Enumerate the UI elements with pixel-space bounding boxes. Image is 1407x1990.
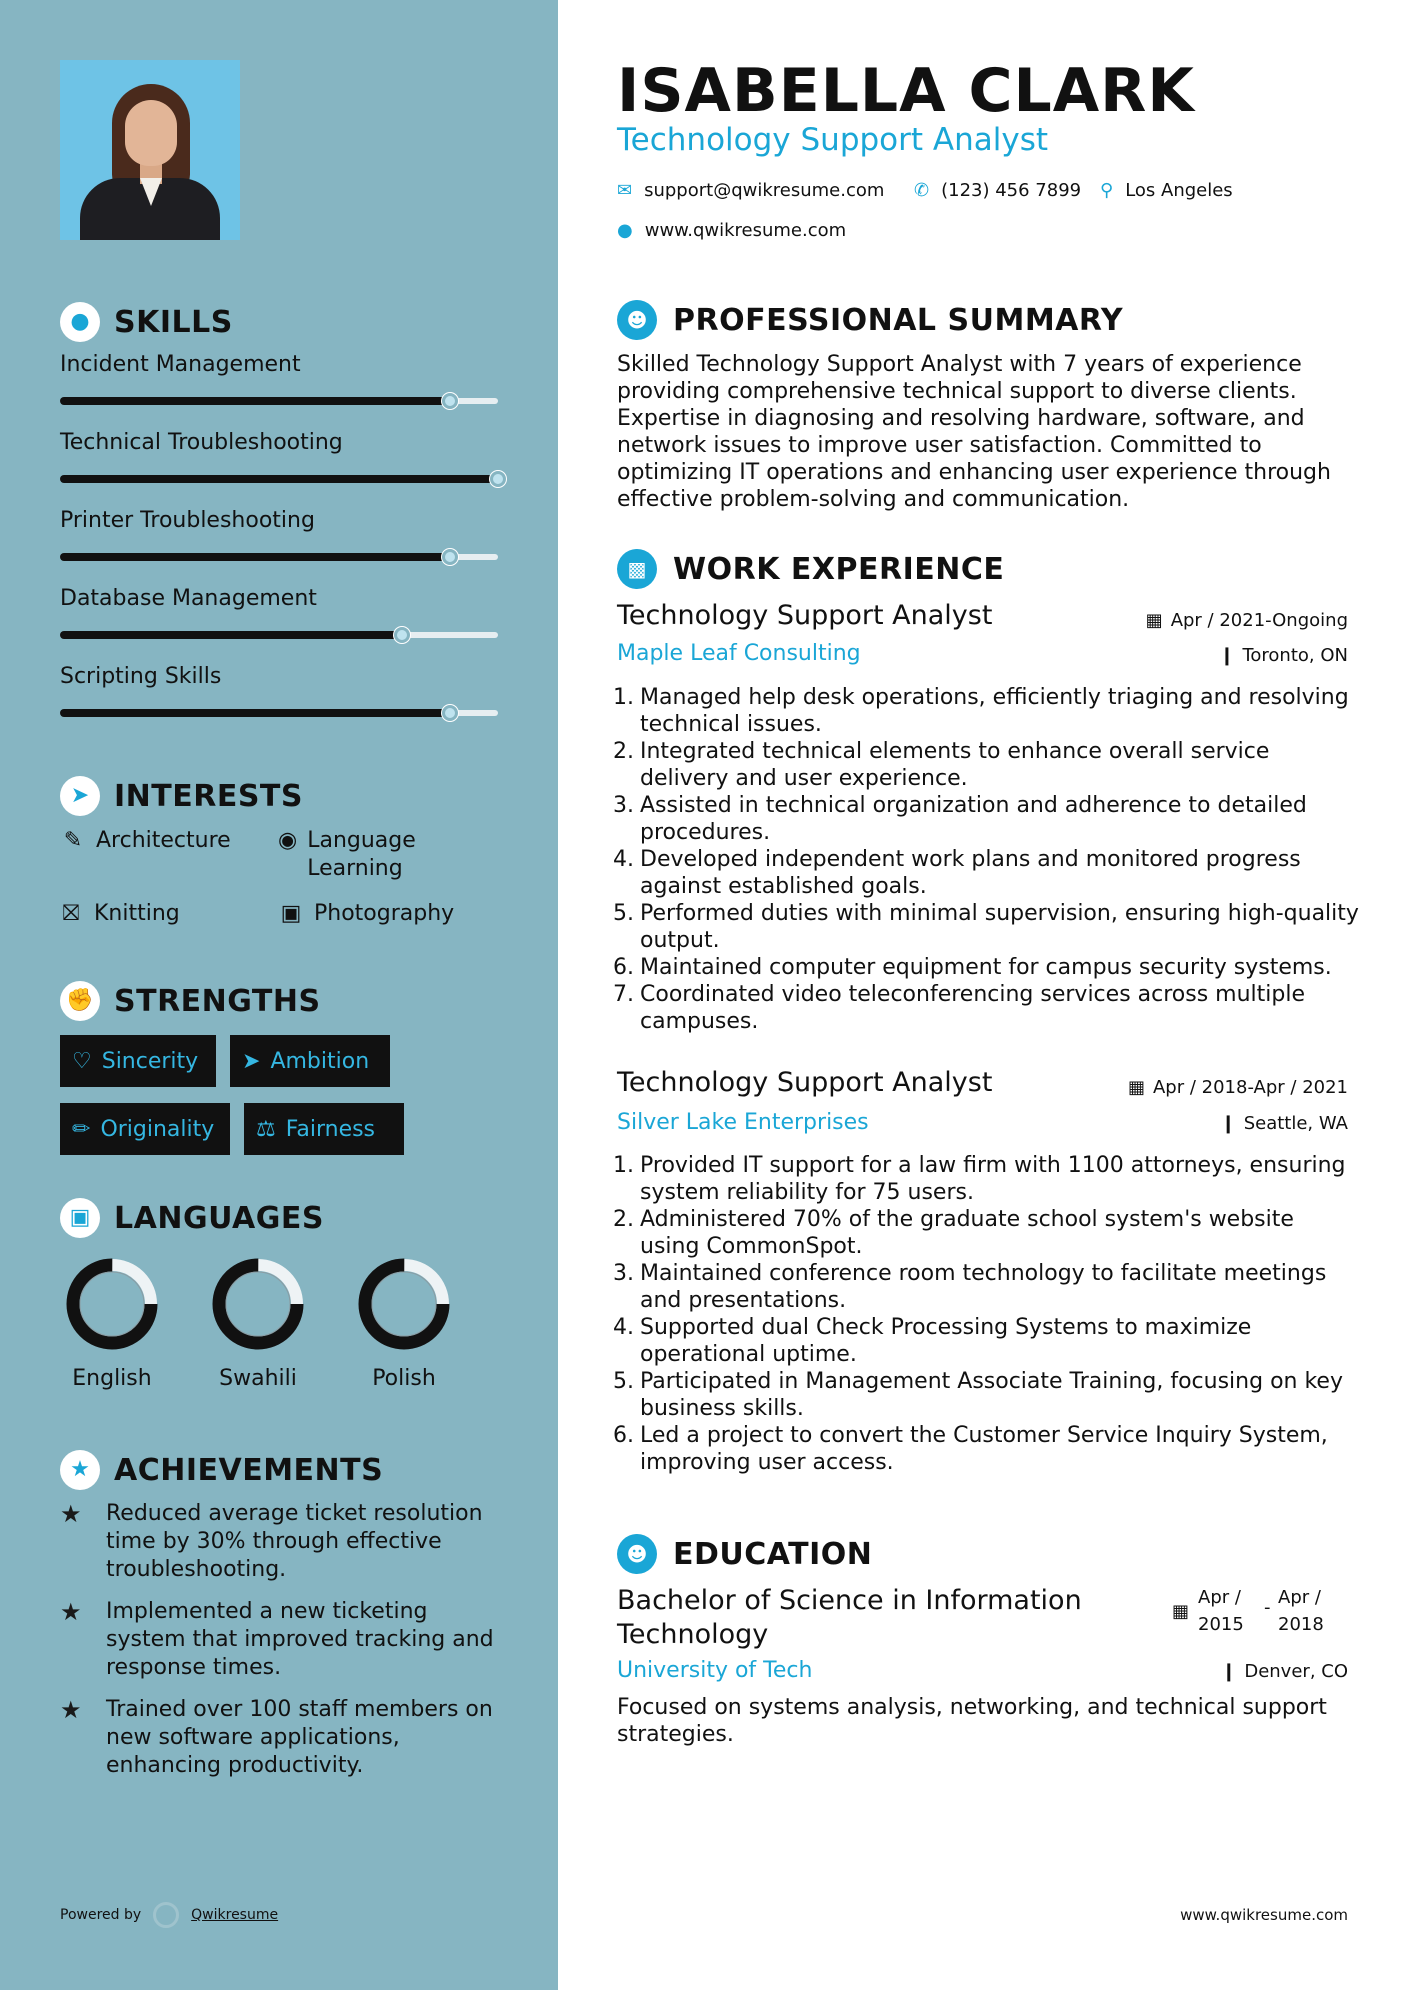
list-item [610, 1206, 1360, 1260]
language-level-ring [356, 1256, 452, 1352]
candidate-name: ISABELLA CLARK [617, 56, 1195, 126]
summary-text: Skilled Technology Support Analyst with 7 years of experience providing comprehensive technical support to diverse clients. Expertise in diagnosing and resolving hardware, software, and network issues to improve user satisfaction. Committed to optimizing IT operations and enhancing user experience through effective problem-solving and communication. [617, 352, 1331, 512]
list-text: Participated in Management Associate Training, focusing on key business skills. [640, 1369, 1343, 1421]
candidate-title: Technology Support Analyst [617, 122, 1049, 158]
list-item [610, 738, 1360, 792]
list-item [610, 792, 1360, 846]
qwikresume-link[interactable]: Qwikresume [191, 1907, 279, 1923]
edu-start-date: Apr / 2015 [1198, 1587, 1244, 1635]
calendar-icon: ▦ [1145, 610, 1163, 631]
job-bullets [610, 1152, 1360, 1476]
job-bullets [610, 684, 1360, 1035]
pushpin-icon: ❙ [1221, 1661, 1237, 1682]
language-item [52, 1256, 172, 1391]
list-item [610, 684, 1360, 738]
strength-badge: ♡ Sincerity [60, 1035, 216, 1087]
pencil-icon: ✏ [72, 1116, 91, 1142]
skill-bar [60, 476, 498, 482]
interest-item: ✎ Architecture [60, 827, 231, 855]
list-number: 6. [613, 955, 634, 980]
achievement-item: ★ Reduced average ticket resolution time by 30% through effective troubleshooting. [60, 1500, 483, 1582]
user-icon: ☻ [617, 300, 657, 340]
list-item [610, 1260, 1360, 1314]
list-number: 1. [613, 1153, 634, 1178]
shooting-star-icon: ★ [60, 1696, 82, 1724]
edu-description: Focused on systems analysis, networking, and technical support strategies. [617, 1695, 1327, 1747]
strengths-heading: ✊ STRENGTHS [60, 981, 321, 1021]
interest-item: ▣ Photography [278, 900, 454, 928]
shooting-star-icon: ★ [60, 1500, 82, 1528]
skill-bar-fill [60, 553, 450, 561]
languages-heading: ▣ LANGUAGES [60, 1198, 324, 1238]
powered-by: Powered by Qwikresume [60, 1902, 278, 1928]
achievements-heading: ★ ACHIEVEMENTS [60, 1450, 383, 1490]
skill-item [60, 352, 500, 377]
list-item [610, 846, 1360, 900]
list-text: Developed independent work plans and monitored progress against established goals. [640, 847, 1301, 899]
skill-item [60, 430, 500, 455]
lightbulb-icon: ● [60, 302, 100, 342]
pushpin-icon: ❙ [1219, 645, 1235, 666]
rocket-icon: ➤ [242, 1048, 261, 1074]
company-name: Maple Leaf Consulting [617, 641, 861, 666]
globe-icon: ◉ [278, 828, 298, 853]
list-text: Maintained conference room technology to facilitate meetings and presentations. [640, 1261, 1327, 1313]
skill-bar-handle [442, 393, 458, 409]
strength-badge: ⚖ Fairness [244, 1103, 404, 1155]
list-number: 5. [613, 901, 634, 926]
list-item [610, 954, 1360, 981]
achievement-item: ★ Implemented a new ticketing system that improved tracking and response times. [60, 1598, 494, 1680]
skill-bar [60, 398, 498, 404]
education-heading: ☻ EDUCATION [617, 1534, 872, 1574]
edu-end-date: Apr / 2018 [1278, 1587, 1324, 1635]
skill-label: Database Management [60, 586, 317, 611]
list-item [610, 900, 1360, 954]
map-pin-icon: ⚲ [1100, 180, 1114, 201]
phone-icon: ✆ [914, 180, 930, 201]
interest-item: ◉ Language Learning [278, 828, 416, 881]
job-location: ❙ Seattle, WA [1220, 1113, 1348, 1134]
job-location: ❙ Toronto, ON [1219, 645, 1348, 666]
envelope-icon: ✉ [617, 180, 633, 201]
list-number: 2. [613, 739, 634, 764]
list-text: Administered 70% of the graduate school system's website using CommonSpot. [640, 1207, 1294, 1259]
skill-bar-handle [394, 627, 410, 643]
star-badge-icon: ★ [60, 1450, 100, 1490]
skill-item [60, 508, 500, 533]
paper-plane-icon: ➤ [60, 776, 100, 816]
skill-bar-fill [60, 475, 498, 483]
list-number: 2. [613, 1207, 634, 1232]
skill-bar-fill [60, 709, 450, 717]
list-item [610, 1422, 1360, 1476]
skill-bar-handle [442, 705, 458, 721]
skill-bar-handle [442, 549, 458, 565]
language-ring-inner [372, 1272, 436, 1336]
skill-bar-handle [490, 471, 506, 487]
language-item [198, 1256, 318, 1391]
degree: Bachelor of Science in Information Technology [617, 1585, 1082, 1650]
skill-bar [60, 632, 498, 638]
footer-url[interactable]: www.qwikresume.com [1180, 1906, 1348, 1924]
list-number: 3. [613, 1261, 634, 1286]
skill-bar-fill [60, 397, 450, 405]
list-text: Provided IT support for a law firm with 1100 attorneys, ensuring system reliability for 75 users. [640, 1153, 1346, 1205]
list-number: 7. [613, 982, 634, 1007]
date-separator: - [1264, 1597, 1271, 1618]
language-item [344, 1256, 464, 1391]
shooting-star-icon: ★ [60, 1598, 82, 1626]
interests-heading: ➤ INTERESTS [60, 776, 303, 816]
job-dates: ▦ Apr / 2021-Ongoing [1145, 610, 1348, 631]
office-chair-icon: ▩ [617, 549, 657, 589]
list-number: 5. [613, 1369, 634, 1394]
summary-heading: ☻ PROFESSIONAL SUMMARY [617, 300, 1123, 340]
experience-heading: ▩ WORK EXPERIENCE [617, 549, 1004, 589]
language-label: Polish [372, 1366, 436, 1391]
company-name: Silver Lake Enterprises [617, 1110, 869, 1135]
list-item [610, 1368, 1360, 1422]
language-card-icon: ▣ [60, 1198, 100, 1238]
skill-label: Printer Troubleshooting [60, 508, 315, 533]
pushpin-icon: ❙ [1220, 1113, 1236, 1134]
list-number: 3. [613, 793, 634, 818]
globe-icon: ● [617, 220, 633, 241]
qwikresume-logo-icon [153, 1902, 179, 1928]
skill-bar [60, 554, 498, 560]
skill-bar [60, 710, 498, 716]
list-text: Supported dual Check Processing Systems to maximize operational uptime. [640, 1315, 1252, 1367]
list-number: 6. [613, 1423, 634, 1448]
language-label: Swahili [219, 1366, 297, 1391]
language-ring-inner [80, 1272, 144, 1336]
list-text: Performed duties with minimal supervision, ensuring high-quality output. [640, 901, 1359, 953]
contact-phone: ✆ (123) 456 7899 [914, 180, 1082, 201]
skill-bar-fill [60, 631, 402, 639]
job-dates: ▦ Apr / 2018-Apr / 2021 [1127, 1077, 1348, 1098]
language-level-ring [64, 1256, 160, 1352]
graduate-icon: ☻ [617, 1534, 657, 1574]
calendar-icon: ▦ [1172, 1601, 1190, 1622]
skill-label: Scripting Skills [60, 664, 222, 689]
list-text: Integrated technical elements to enhance overall service delivery and user experience. [640, 739, 1270, 791]
trophy-icon: ⛝ [62, 901, 80, 926]
ruler-pencil-icon: ✎ [63, 828, 83, 853]
skill-item [60, 664, 500, 689]
edu-location: ❙ Denver, CO [1221, 1661, 1348, 1682]
language-ring-inner [226, 1272, 290, 1336]
contact-website: ● www.qwikresume.com [617, 220, 847, 241]
scale-icon: ⚖ [256, 1116, 276, 1142]
school-name: University of Tech [617, 1658, 813, 1683]
strength-badge: ✏ Originality [60, 1103, 230, 1155]
interest-item: ⛝ Knitting [58, 900, 180, 928]
contact-email: ✉ support@qwikresume.com [617, 180, 885, 201]
heart-icon: ♡ [72, 1048, 92, 1074]
list-item [610, 1314, 1360, 1368]
list-text: Coordinated video teleconferencing services across multiple campuses. [640, 982, 1305, 1034]
language-level-ring [210, 1256, 306, 1352]
language-label: English [72, 1366, 152, 1391]
job-title: Technology Support Analyst [617, 1067, 993, 1098]
raised-fist-icon: ✊ [60, 981, 100, 1021]
list-text: Assisted in technical organization and adherence to detailed procedures. [640, 793, 1307, 845]
list-text: Managed help desk operations, efficiently triaging and resolving technical issues. [640, 685, 1349, 737]
list-item [610, 1152, 1360, 1206]
camera-icon: ▣ [280, 901, 302, 926]
list-number: 4. [613, 847, 634, 872]
profile-photo [60, 60, 240, 240]
list-text: Maintained computer equipment for campus security systems. [640, 955, 1332, 980]
strength-badge: ➤ Ambition [230, 1035, 390, 1087]
list-item [610, 981, 1360, 1035]
list-text: Led a project to convert the Customer Service Inquiry System, improving user access. [640, 1423, 1328, 1475]
skill-label: Incident Management [60, 352, 301, 377]
skills-heading: ● SKILLS [60, 302, 233, 342]
contact-location: ⚲ Los Angeles [1100, 180, 1233, 201]
skill-item [60, 586, 500, 611]
calendar-icon: ▦ [1127, 1077, 1145, 1098]
skill-label: Technical Troubleshooting [60, 430, 343, 455]
list-number: 1. [613, 685, 634, 710]
job-title: Technology Support Analyst [617, 600, 993, 631]
list-number: 4. [613, 1315, 634, 1340]
achievement-item: ★ Trained over 100 staff members on new software applications, enhancing productivity. [60, 1696, 493, 1778]
